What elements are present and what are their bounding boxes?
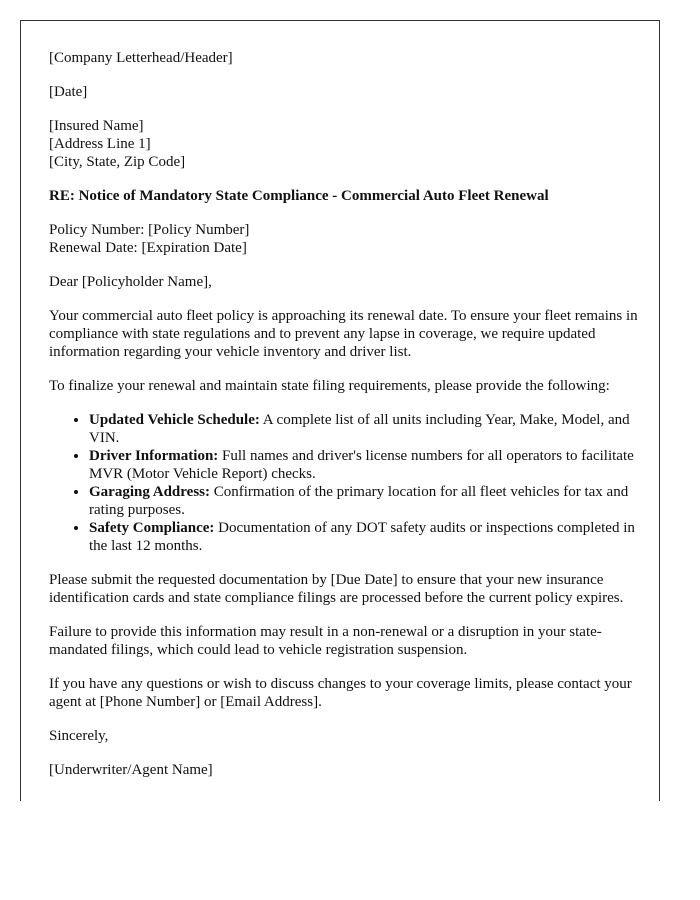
item-label: Driver Information:: [89, 448, 219, 464]
address-line: [Address Line 1]: [49, 136, 151, 152]
item-text: Documentation of any DOT safety audits or inspections completed in the last 12 months.: [89, 520, 635, 554]
item-text: Confirmation of the primary location for all fleet vehicles for tax and rating purposes.: [89, 484, 629, 518]
closing: Sincerely,: [49, 728, 109, 744]
item-label: Updated Vehicle Schedule:: [89, 412, 260, 428]
letter-page: [20, 20, 660, 801]
item-label: Garaging Address:: [89, 484, 210, 500]
signature-name: [Underwriter/Agent Name]: [49, 762, 213, 778]
paragraph-warning: Failure to provide this information may result in a non-renewal or a disruption in your state-mandated filings, which could lead to vehicle registration suspension.: [49, 624, 602, 658]
list-item: [89, 519, 639, 555]
item-text: Full names and driver's license numbers for all operators to facilitate MVR (Motor Vehicle Report) checks.: [89, 448, 634, 482]
renewal-date: Renewal Date: [Expiration Date]: [49, 240, 247, 256]
paragraph-intro: Your commercial auto fleet policy is approaching its renewal date. To ensure your fleet remains in compliance with state regulations and to prevent any lapse in coverage, we require updated information regarding your vehicle inventory and driver list.: [49, 308, 638, 360]
list-item: [89, 483, 639, 519]
item-text: A complete list of all units including Year, Make, Model, and VIN.: [89, 412, 630, 446]
letter-content: [21, 21, 659, 779]
date: [Date]: [49, 84, 88, 100]
paragraph-deadline: Please submit the requested documentation by [Due Date] to ensure that your new insurance identification cards and state compliance filings are processed before the current policy expires.: [49, 572, 624, 606]
letterhead: [Company Letterhead/Header]: [49, 50, 233, 66]
item-label: Safety Compliance:: [89, 520, 215, 536]
policy-number: Policy Number: [Policy Number]: [49, 222, 250, 238]
recipient-address: [49, 117, 639, 171]
list-item: [89, 447, 639, 483]
subject-line: RE: Notice of Mandatory State Compliance - Commercial Auto Fleet Renewal: [49, 188, 549, 204]
policy-info: [49, 221, 639, 257]
list-item: [89, 411, 639, 447]
paragraph-contact: If you have any questions or wish to discuss changes to your coverage limits, please contact your agent at [Phone Number] or [Email Address].: [49, 676, 632, 710]
paragraph-request: To finalize your renewal and maintain state filing requirements, please provide the following:: [49, 378, 610, 394]
city-state-zip: [City, State, Zip Code]: [49, 154, 186, 170]
requirements-list: [49, 411, 639, 555]
salutation: Dear [Policyholder Name],: [49, 274, 212, 290]
insured-name: [Insured Name]: [49, 118, 144, 134]
